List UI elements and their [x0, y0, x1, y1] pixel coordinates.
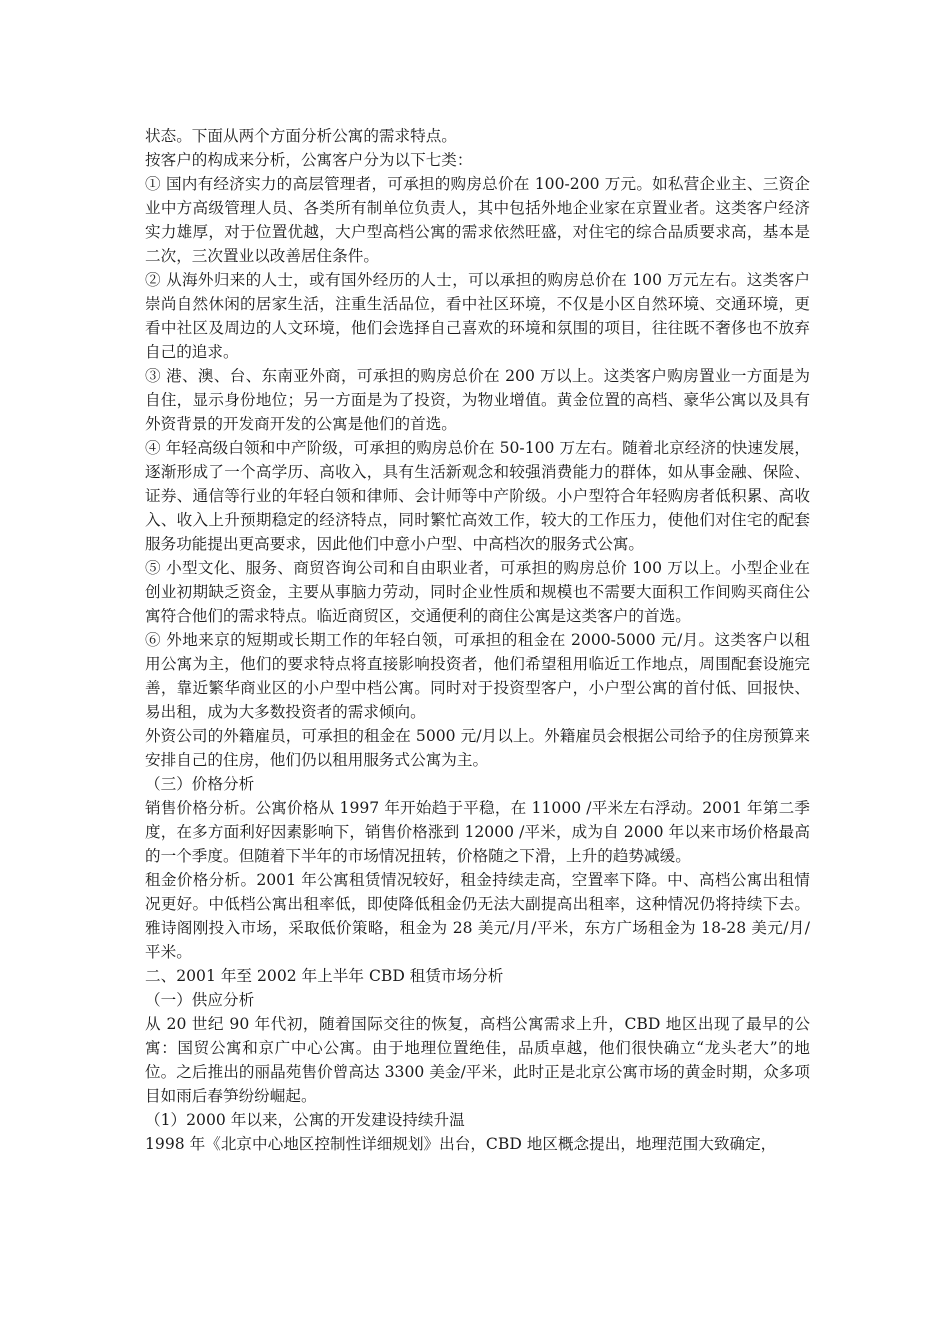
paragraph: 从 20 世纪 90 年代初，随着国际交往的恢复，高档公寓需求上升，CBD 地区出现了最早的公寓：国贸公寓和京广中心公寓。由于地理位置绝佳，品质卓越，他们很快确立“龙头老大”的地位。之后推出的丽晶苑售价曾高达 3300 美金/平米，此时正是北京公寓市场的黄金时期，众多项目如雨后春笋纷纷崛起。 — [145, 1015, 810, 1105]
paragraph: ① 国内有经济实力的高层管理者，可承担的购房总价在 100-200 万元。如私营企业主、三资企业中方高级管理人员、各类所有制单位负责人，其中包括外地企业家在京置业者。这类客户经济实力雄厚，对于位置优越，大户型高档公寓的需求依然旺盛，对住宅的综合品质要求高，基本是二次，三次置业以改善居住条件。 — [145, 175, 810, 265]
paragraph: 状态。下面从两个方面分析公寓的需求特点。 — [145, 127, 457, 145]
paragraph: ⑤ 小型文化、服务、商贸咨询公司和自由职业者，可承担的购房总价 100 万以上。小型企业在创业初期缺乏资金，主要从事脑力劳动，同时企业性质和规模也不需要大面积工作间购买商住公寓符合他们的需求特点。临近商贸区，交通便利的商住公寓是这类客户的首选。 — [145, 559, 810, 625]
section-heading: （三）价格分析 — [145, 775, 255, 793]
paragraph: ⑥ 外地来京的短期或长期工作的年轻白领，可承担的租金在 2000-5000 元/月。这类客户以租用公寓为主，他们的要求特点将直接影响投资者，他们希望租用临近工作地点，周围配套设施完善，靠近繁华商业区的小户型中档公寓。同时对于投资型客户，小户型公寓的首付低、回报快、易出租，成为大多数投资者的需求倾向。 — [145, 631, 810, 721]
paragraph: ③ 港、澳、台、东南亚外商，可承担的购房总价在 200 万以上。这类客户购房置业一方面是为自住，显示身份地位；另一方面是为了投资，为物业增值。黄金位置的高档、豪华公寓以及具有外资背景的开发商开发的公寓是他们的首选。 — [145, 367, 810, 433]
document-body — [145, 124, 810, 1156]
paragraph: ④ 年轻高级白领和中产阶级，可承担的购房总价在 50-100 万左右。随着北京经济的快速发展，逐渐形成了一个高学历、高收入，具有生活新观念和较强消费能力的群体，如从事金融、保险、证券、通信等行业的年轻白领和律师、会计师等中产阶级。小户型符合年轻购房者低积累、高收入、收入上升预期稳定的经济特点，同时繁忙高效工作，较大的工作压力，使他们对住宅的配套服务功能提出更高要求，因此他们中意小户型、中高档次的服务式公寓。 — [145, 439, 810, 553]
section-heading: （一）供应分析 — [145, 991, 255, 1009]
section-heading: （1）2000 年以来，公寓的开发建设持续升温 — [145, 1111, 465, 1129]
paragraph: 销售价格分析。公寓价格从 1997 年开始趋于平稳，在 11000 /平米左右浮动。2001 年第二季度，在多方面利好因素影响下，销售价格涨到 12000 /平米，成为自 2000 年以来市场价格最高的一个季度。但随着下半年的市场情况扭转，价格随之下滑，上升的趋势减缓。 — [145, 799, 810, 865]
paragraph: 租金价格分析。2001 年公寓租赁情况较好，租金持续走高，空置率下降。中、高档公寓出租情况更好。中低档公寓出租率低，即使降低租金仍无法大副提高出租率，这种情况仍将持续下去。雅诗阁刚投入市场，采取低价策略，租金为 28 美元/月/平米，东方广场租金为 18-28 美元/月/平米。 — [145, 871, 810, 961]
paragraph: 外资公司的外籍雇员，可承担的租金在 5000 元/月以上。外籍雇员会根据公司给予的住房预算来安排自己的住房，他们仍以租用服务式公寓为主。 — [145, 727, 810, 769]
paragraph: ② 从海外归来的人士，或有国外经历的人士，可以承担的购房总价在 100 万元左右。这类客户崇尚自然休闲的居家生活，注重生活品位，看中社区环境，不仅是小区自然环境、交通环境，更看中社区及周边的人文环境，他们会选择自己喜欢的环境和氛围的项目，往往既不奢侈也不放弃自己的追求。 — [145, 271, 810, 361]
paragraph: 1998 年《北京中心地区控制性详细规划》出台，CBD 地区概念提出，地理范围大致确定， — [145, 1135, 777, 1153]
paragraph: 按客户的构成来分析，公寓客户分为以下七类： — [145, 151, 473, 169]
section-heading: 二、2001 年至 2002 年上半年 CBD 租赁市场分析 — [145, 967, 504, 985]
